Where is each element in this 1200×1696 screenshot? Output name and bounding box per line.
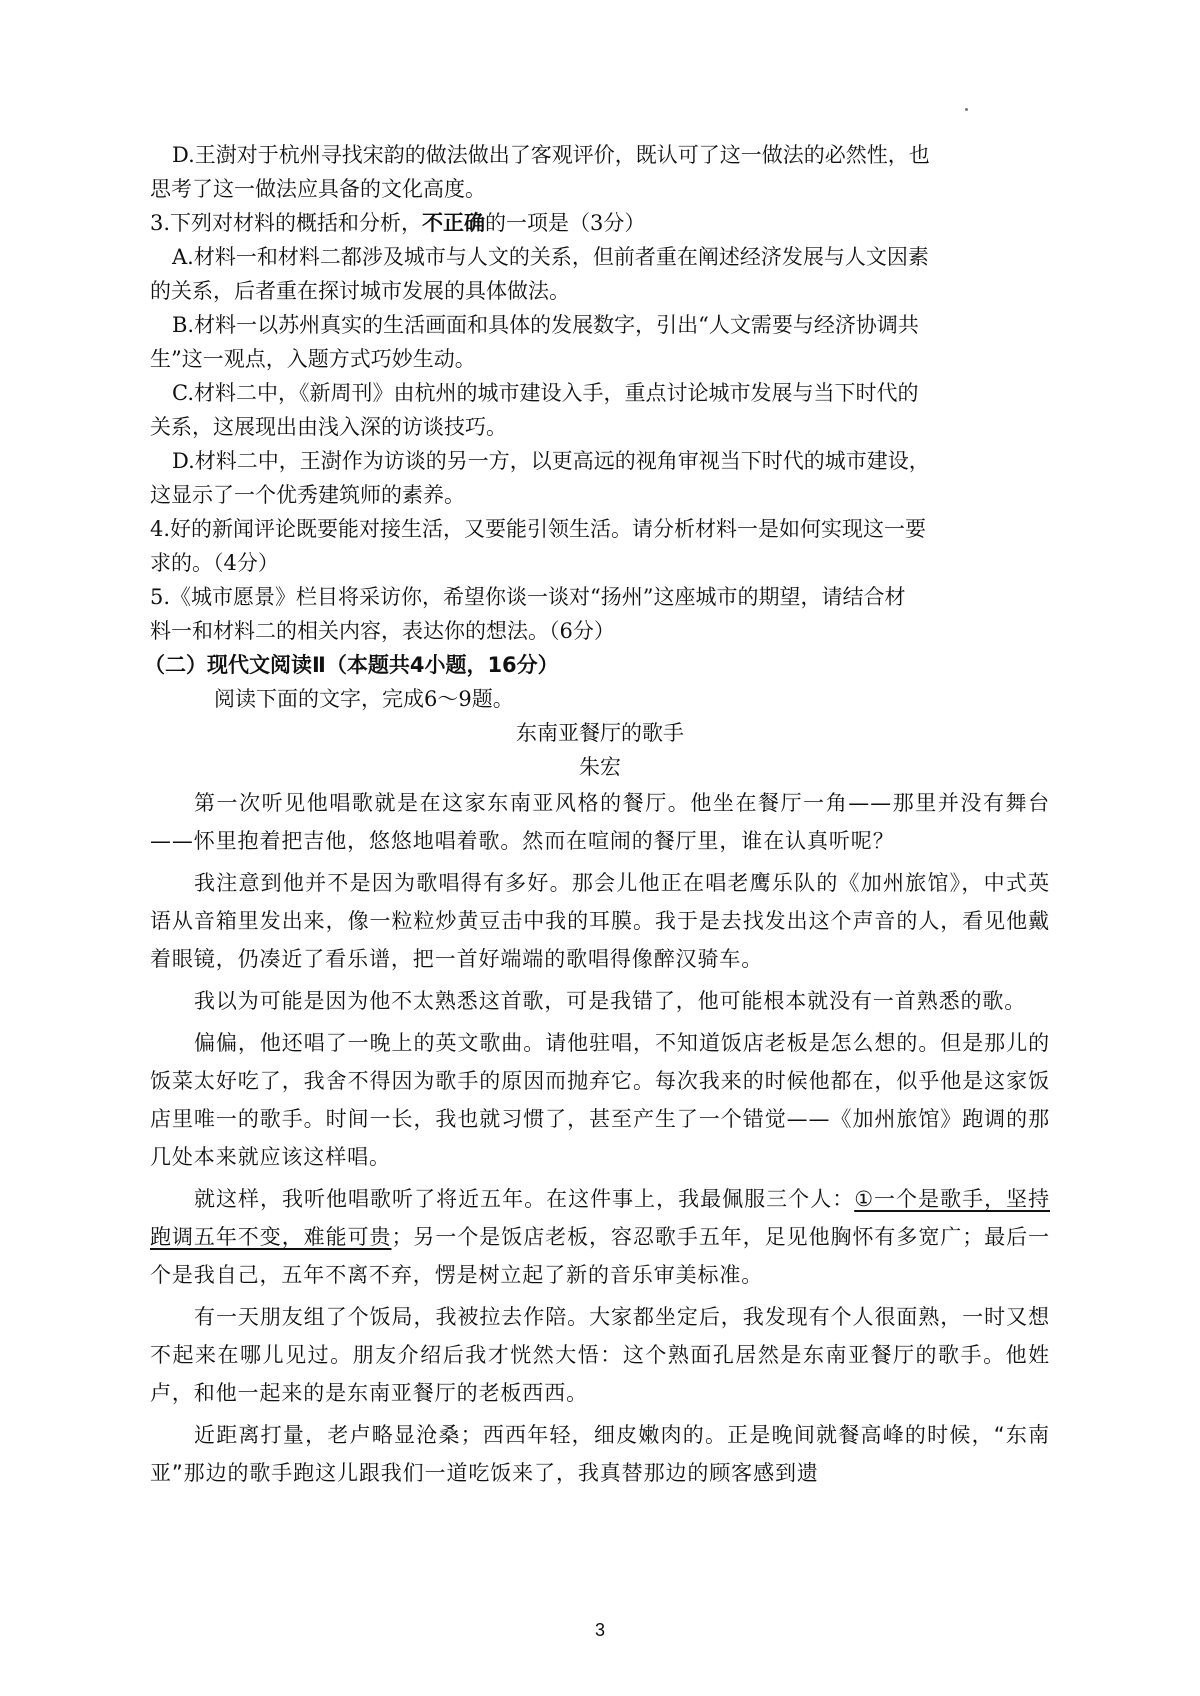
story-paragraph-4: 偏偏，他还唱了一晚上的英文歌曲。请他驻唱，不知道饭店老板是怎么想的。但是那儿的饭菜太好吃了，我舍不得因为歌手的原因而抛弃它。每次我来的时候他都在，似乎他是这家饭店里唯一的歌手。时间一长，我也就习惯了，甚至产生了一个错觉——《加州旅馆》跑调的那几处本来就应该这样唱。 — [150, 1031, 1050, 1169]
underlined-sentence-1: ①一个是歌手，坚持跑调五年不变，难能可贵 — [150, 1187, 1050, 1249]
story-paragraph-5 — [150, 1180, 1050, 1294]
p5-start: 就这样，我听他唱歌听了将近五年。在这件事上，我最佩服三个人： — [194, 1187, 855, 1211]
q2-option-d-line2: 思考了这一做法应具备的文化高度。 — [150, 177, 486, 201]
scan-speck — [965, 108, 968, 111]
page-number: 3 — [594, 1620, 605, 1640]
q3-option-b-line2: 生”这一观点，入题方式巧妙生动。 — [150, 347, 476, 371]
story-paragraph-3: 我以为可能是因为他不太熟悉这首歌，可是我错了，他可能根本就没有一首熟悉的歌。 — [194, 989, 1027, 1013]
story-title: 东南亚餐厅的歌手 — [516, 721, 684, 745]
q4-line1: 4.好的新闻评论既要能对接生活，又要能引领生活。请分析材料一是如何实现这一要 — [150, 517, 927, 541]
story-author: 朱宏 — [579, 755, 621, 779]
q3-stem-part2: 的一项是（3分） — [485, 211, 646, 235]
q3-option-d-line1: D.材料二中，王澍作为访谈的另一方，以更高远的视角审视当下时代的城市建设， — [172, 449, 930, 473]
section-heading: （二）现代文阅读Ⅱ（本题共4小题，16分） — [144, 653, 559, 677]
story-body — [150, 784, 1050, 1492]
q3-emphasis: 不正确 — [422, 211, 486, 235]
q3-option-a-line1: A.材料一和材料二都涉及城市与人文的关系，但前者重在阐述经济发展与人文因素 — [172, 245, 929, 269]
q5-line2: 料一和材料二的相关内容，表达你的想法。（6分） — [150, 619, 615, 643]
q3-stem — [150, 206, 1050, 240]
story-paragraph-6: 有一天朋友组了个饭局，我被拉去作陪。大家都坐定后，我发现有个人很面熟，一时又想不起来在哪儿见过。朋友介绍后我才恍然大悟：这个熟面孔居然是东南亚餐厅的歌手。他姓卢，和他一起来的是东南亚餐厅的老板西西。 — [150, 1305, 1050, 1405]
q5-line1: 5.《城市愿景》栏目将采访你，希望你谈一谈对“扬州”这座城市的期望，请结合材 — [150, 585, 906, 609]
q4-line2: 求的。（4分） — [150, 551, 279, 575]
reading-instruction: 阅读下面的文字，完成6～9题。 — [214, 687, 514, 711]
q3-option-c-line2: 关系，这展现出由浅入深的访谈技巧。 — [150, 415, 507, 439]
story-paragraph-1: 第一次听见他唱歌就是在这家东南亚风格的餐厅。他坐在餐厅一角——那里并没有舞台——怀里抱着把吉他，悠悠地唱着歌。然而在喧闹的餐厅里，谁在认真听呢？ — [150, 791, 1050, 853]
q3-option-a-line2: 的关系，后者重在探讨城市发展的具体做法。 — [150, 279, 570, 303]
story-paragraph-7: 近距离打量，老卢略显沧桑；西西年轻，细皮嫩肉的。正是晚间就餐高峰的时候，“东南亚”那边的歌手跑这儿跟我们一道吃饭来了，我真替那边的顾客感到遗 — [150, 1423, 1050, 1485]
p5-end: ；另一个是饭店老板，容忍歌手五年，足见他胸怀有多宽广；最后一个是我自己，五年不离不弃，愣是树立起了新的音乐审美标准。 — [150, 1225, 1050, 1287]
exam-page — [144, 138, 1050, 1492]
q3-option-c-line1: C.材料二中，《新周刊》由杭州的城市建设入手，重点讨论城市发展与当下时代的 — [172, 381, 919, 405]
story-paragraph-2: 我注意到他并不是因为歌唱得有多好。那会儿他正在唱老鹰乐队的《加州旅馆》，中式英语从音箱里发出来，像一粒粒炒黄豆击中我的耳膜。我于是去找发出这个声音的人，看见他戴着眼镜，仍凑近了看乐谱，把一首好端端的歌唱得像醉汉骑车。 — [150, 871, 1050, 971]
q2-option-d-line1: D.王澍对于杭州寻找宋韵的做法做出了客观评价，既认可了这一做法的必然性，也 — [172, 143, 930, 167]
q3-stem-part1: 3.下列对材料的概括和分析， — [150, 211, 423, 235]
q3-option-d-line2: 这显示了一个优秀建筑师的素养。 — [150, 483, 465, 507]
q3-option-b-line1: B.材料一以苏州真实的生活画面和具体的发展数字，引出“人文需要与经济协调共 — [172, 313, 919, 337]
